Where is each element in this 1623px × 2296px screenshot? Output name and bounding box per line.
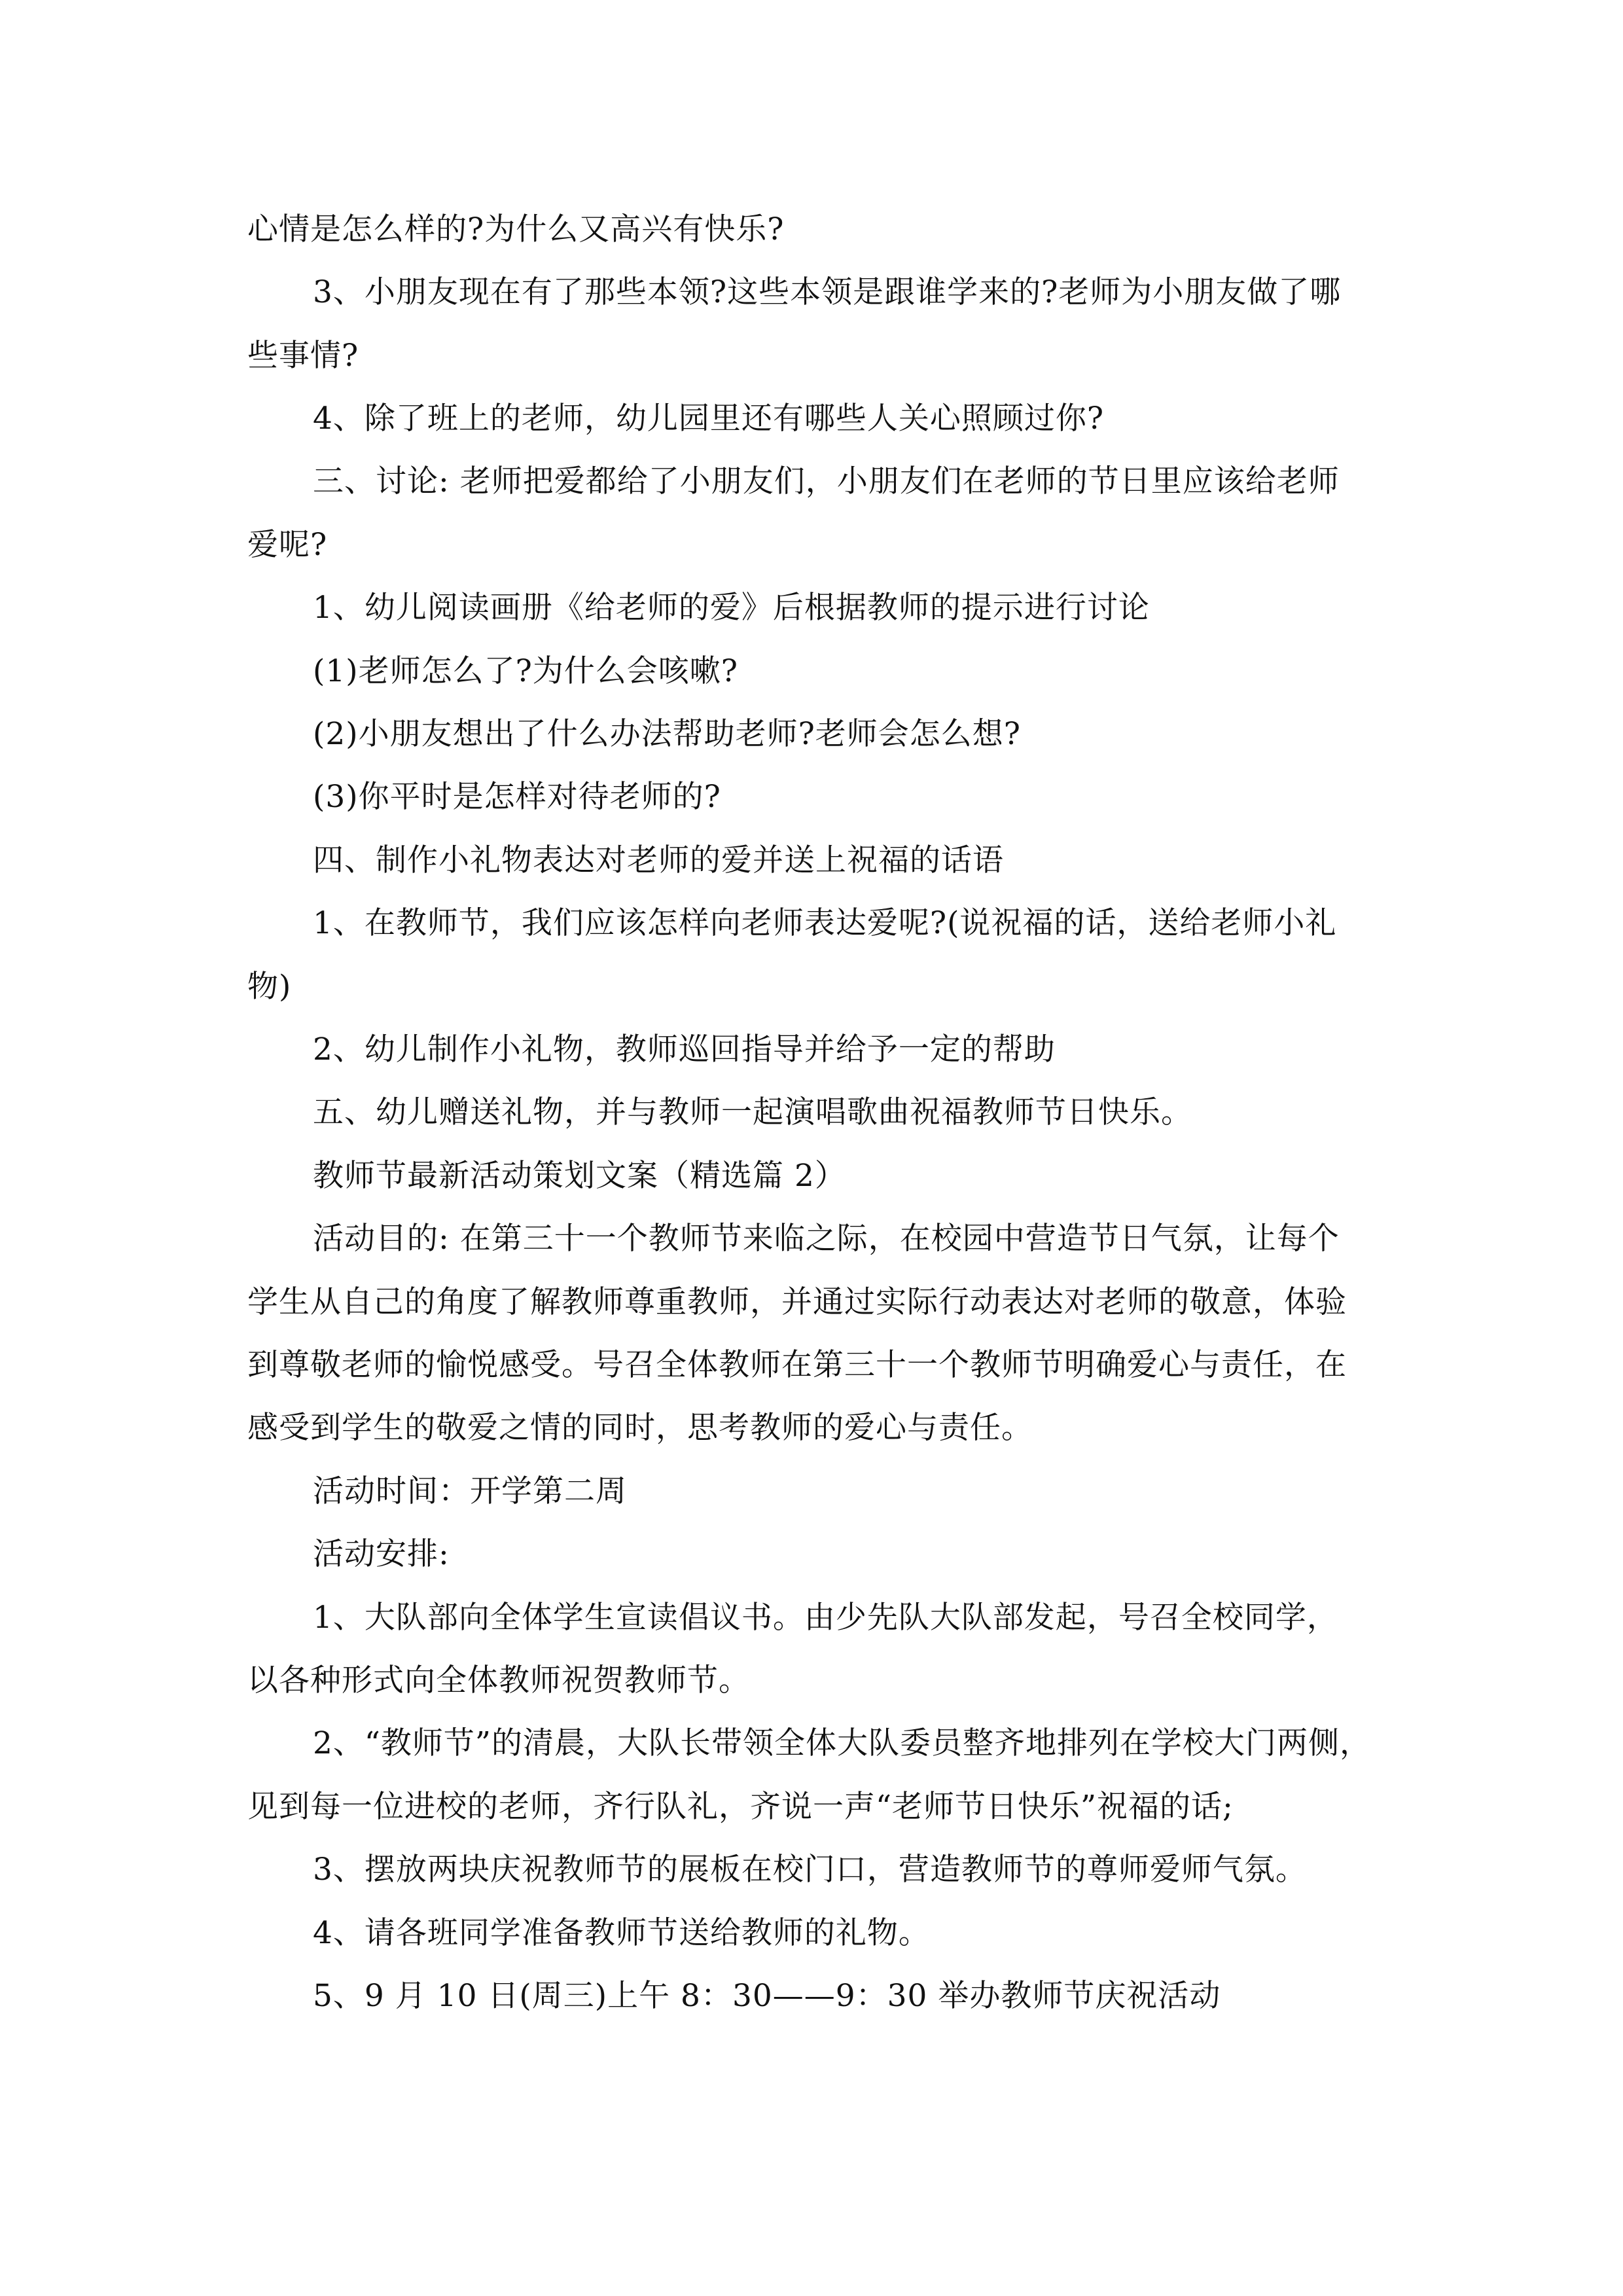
text-line: 2、“教师节”的清晨，大队长带领全体大队委员整齐地排列在学校大门两侧， <box>313 1725 1371 1761</box>
text-line: 三、讨论: 老师把爱都给了小朋友们，小朋友们在老师的节日里应该给老师 <box>313 463 1340 499</box>
text-line: 3、摆放两块庆祝教师节的展板在校门口，营造教师节的尊师爱师气氛。 <box>313 1852 1307 1888</box>
text-line: 以各种形式向全体教师祝贺教师节。 <box>247 1662 750 1698</box>
text-line: 活动目的: 在第三十一个教师节来临之际，在校园中营造节日气氛，让每个 <box>313 1221 1340 1257</box>
text-line: (2)小朋友想出了什么办法帮助老师?老师会怎么想? <box>313 716 1021 752</box>
text-line: 4、除了班上的老师，幼儿园里还有哪些人关心照顾过你? <box>313 401 1105 437</box>
text-line: 5、9 月 10 日(周三)上午 8：30——9：30 举办教师节庆祝活动 <box>313 1978 1221 2014</box>
text-line: 到尊敬老师的愉悦感受。号召全体教师在第三十一个教师节明确爱心与责任，在 <box>247 1347 1347 1383</box>
text-line: (3)你平时是怎样对待老师的? <box>313 779 721 815</box>
text-line: 活动时间：开学第二周 <box>313 1473 627 1509</box>
text-line: 见到每一位进校的老师，齐行队礼，齐说一声“老师节日快乐”祝福的话; <box>247 1789 1234 1825</box>
text-line: 4、请各班同学准备教师节送给教师的礼物。 <box>313 1915 930 1951</box>
text-line: 爱呢? <box>247 527 328 563</box>
section-heading: 教师节最新活动策划文案（精选篇 2） <box>313 1158 846 1194</box>
text-line: 学生从自己的角度了解教师尊重教师，并通过实际行动表达对老师的敬意，体验 <box>247 1284 1347 1320</box>
text-line: 活动安排: <box>313 1536 450 1572</box>
text-line: 2、幼儿制作小礼物，教师巡回指导并给予一定的帮助 <box>313 1031 1056 1067</box>
text-line: 五、幼儿赠送礼物，并与教师一起演唱歌曲祝福教师节日快乐。 <box>313 1094 1192 1130</box>
text-line: 物) <box>247 969 292 1005</box>
text-line: 些事情? <box>247 338 359 374</box>
text-line: 感受到学生的敬爱之情的同时，思考教师的爱心与责任。 <box>247 1410 1033 1446</box>
text-line: 1、在教师节，我们应该怎样向老师表达爱呢?(说祝福的话，送给老师小礼 <box>313 905 1337 941</box>
text-line: 四、制作小礼物表达对老师的爱并送上祝福的话语 <box>313 842 1004 878</box>
text-line: 3、小朋友现在有了那些本领?这些本领是跟谁学来的?老师为小朋友做了哪 <box>313 274 1342 310</box>
text-line: 心情是怎么样的?为什么又高兴有快乐? <box>247 211 785 247</box>
text-line: (1)老师怎么了?为什么会咳嗽? <box>313 653 738 689</box>
text-line: 1、幼儿阅读画册《给老师的爱》后根据教师的提示进行讨论 <box>313 590 1150 626</box>
text-line: 1、大队部向全体学生宣读倡议书。由少先队大队部发起，号召全校同学， <box>313 1600 1338 1636</box>
